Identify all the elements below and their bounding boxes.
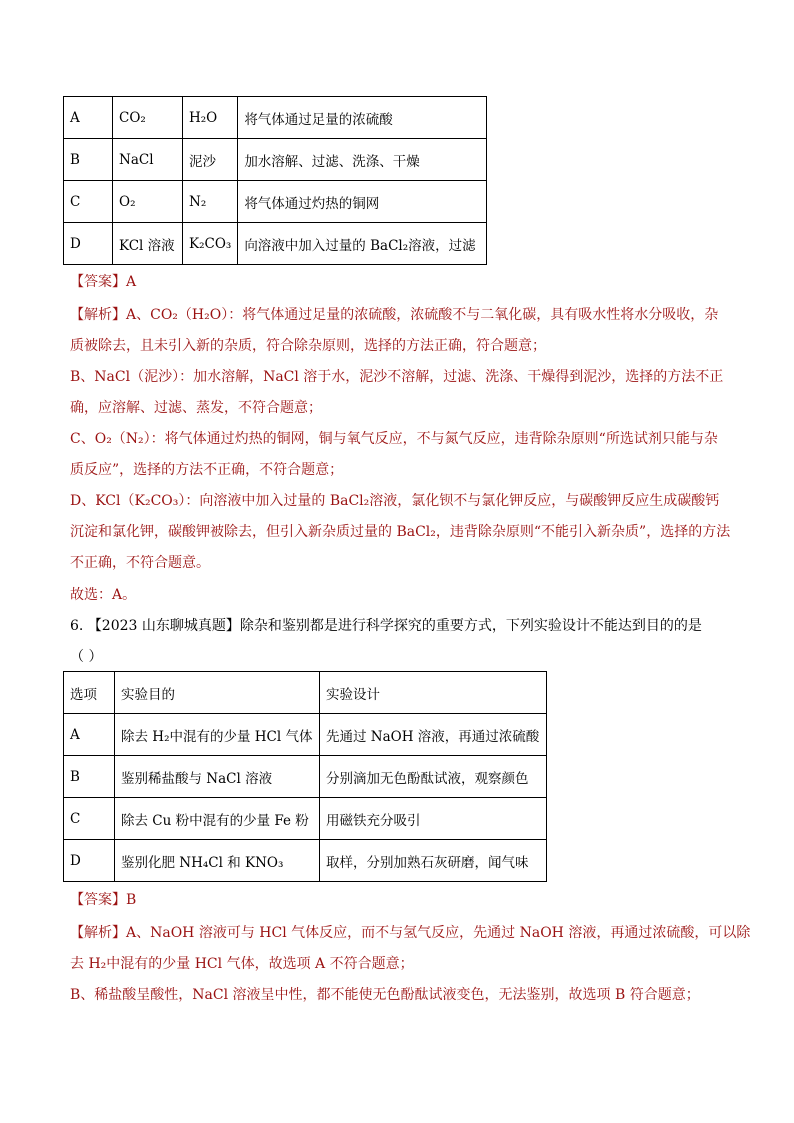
header-cell: 选项 (64, 672, 115, 714)
option-letter: B (64, 139, 113, 181)
purpose-cell: 除去 Cu 粉中混有的少量 Fe 粉 (115, 798, 320, 840)
option-letter: A (64, 97, 113, 139)
option-letter: D (64, 223, 113, 265)
header-cell: 实验设计 (320, 672, 547, 714)
option-letter: D (64, 840, 115, 882)
method-cell: 向溶液中加入过量的 BaCl₂溶液，过滤 (238, 223, 487, 265)
analysis-line: 【解析】A、CO₂（H₂O）：将气体通过足量的浓硫酸，浓硫酸不与二氧化碳，具有吸水性将水分吸收，杂 (70, 307, 719, 323)
analysis-line: 不正确，不符合题意。 (70, 555, 210, 571)
purpose-cell: 鉴别化肥 NH₄Cl 和 KNO₃ (115, 840, 320, 882)
option-letter: A (64, 714, 115, 756)
substance-cell: NaCl (113, 139, 183, 181)
table-row (64, 798, 547, 840)
answer-label: 【答案】B (70, 892, 137, 908)
question-stem: 6. 【2023 山东聊城真题】除杂和鉴别都是进行科学探究的重要方式，下列实验设计不能达到目的的是 (70, 618, 702, 634)
table-row (64, 139, 487, 181)
analysis-line: C、O₂（N₂）：将气体通过灼热的铜网，铜与氧气反应，不与氮气反应，违背除杂原则“所选试剂只能与杂 (70, 431, 718, 447)
table-row (64, 840, 547, 882)
analysis-line: D、KCl（K₂CO₃）：向溶液中加入过量的 BaCl₂溶液，氯化钡不与氯化钾反应，与碳酸钾反应生成碳酸钙 (70, 493, 720, 509)
impurity-cell: H₂O (183, 97, 238, 139)
table-row (64, 756, 547, 798)
design-cell: 先通过 NaOH 溶液，再通过浓硫酸 (320, 714, 547, 756)
design-cell: 用磁铁充分吸引 (320, 798, 547, 840)
design-cell: 分别滴加无色酚酞试液，观察颜色 (320, 756, 547, 798)
analysis-line: B、稀盐酸呈酸性，NaCl 溶液呈中性，都不能使无色酚酞试液变色，无法鉴别，故选项 B 符合题意； (70, 987, 700, 1003)
method-cell: 将气体通过足量的浓硫酸 (238, 97, 487, 139)
impurity-cell: N₂ (183, 181, 238, 223)
substance-cell: O₂ (113, 181, 183, 223)
method-cell: 加水溶解、过滤、洗涤、干燥 (238, 139, 487, 181)
option-letter: C (64, 798, 115, 840)
analysis-line: 沉淀和氯化钾，碳酸钾被除去，但引入新杂质过量的 BaCl₂，违背除杂原则“不能引入新杂质”，选择的方法 (70, 524, 731, 540)
analysis-line: 故选：A。 (70, 587, 137, 603)
options-table-6 (63, 671, 547, 882)
option-letter: C (64, 181, 113, 223)
table-row (64, 181, 487, 223)
purpose-cell: 鉴别稀盐酸与 NaCl 溶液 (115, 756, 320, 798)
impurity-cell: K₂CO₃ (183, 223, 238, 265)
substance-cell: KCl 溶液 (113, 223, 183, 265)
options-table-5 (63, 96, 487, 265)
analysis-line: 【解析】A、NaOH 溶液可与 HCl 气体反应，而不与氢气反应，先通过 NaOH 溶液，再通过浓硫酸，可以除 (70, 925, 751, 941)
design-cell: 取样，分别加熟石灰研磨，闻气味 (320, 840, 547, 882)
purpose-cell: 除去 H₂中混有的少量 HCl 气体 (115, 714, 320, 756)
option-letter: B (64, 756, 115, 798)
answer-label: 【答案】A (70, 274, 137, 290)
analysis-line: 质反应”，选择的方法不正确，不符合题意； (70, 462, 344, 478)
table-row (64, 97, 487, 139)
substance-cell: CO₂ (113, 97, 183, 139)
method-cell: 将气体通过灼热的铜网 (238, 181, 487, 223)
impurity-cell: 泥沙 (183, 139, 238, 181)
question-blank: （ ） (70, 649, 103, 665)
table-header-row (64, 672, 547, 714)
header-cell: 实验目的 (115, 672, 320, 714)
analysis-line: 确，应溶解、过滤、蒸发，不符合题意； (70, 400, 322, 416)
table-row (64, 714, 547, 756)
analysis-line: B、NaCl（泥沙）：加水溶解，NaCl 溶于水，泥沙不溶解，过滤、洗涤、干燥得到泥沙，选择的方法不正 (70, 369, 724, 385)
analysis-line: 去 H₂中混有的少量 HCl 气体，故选项 A 不符合题意； (70, 956, 414, 972)
table-row (64, 223, 487, 265)
analysis-line: 质被除去，且未引入新的杂质，符合除杂原则，选择的方法正确，符合题意； (70, 338, 546, 354)
